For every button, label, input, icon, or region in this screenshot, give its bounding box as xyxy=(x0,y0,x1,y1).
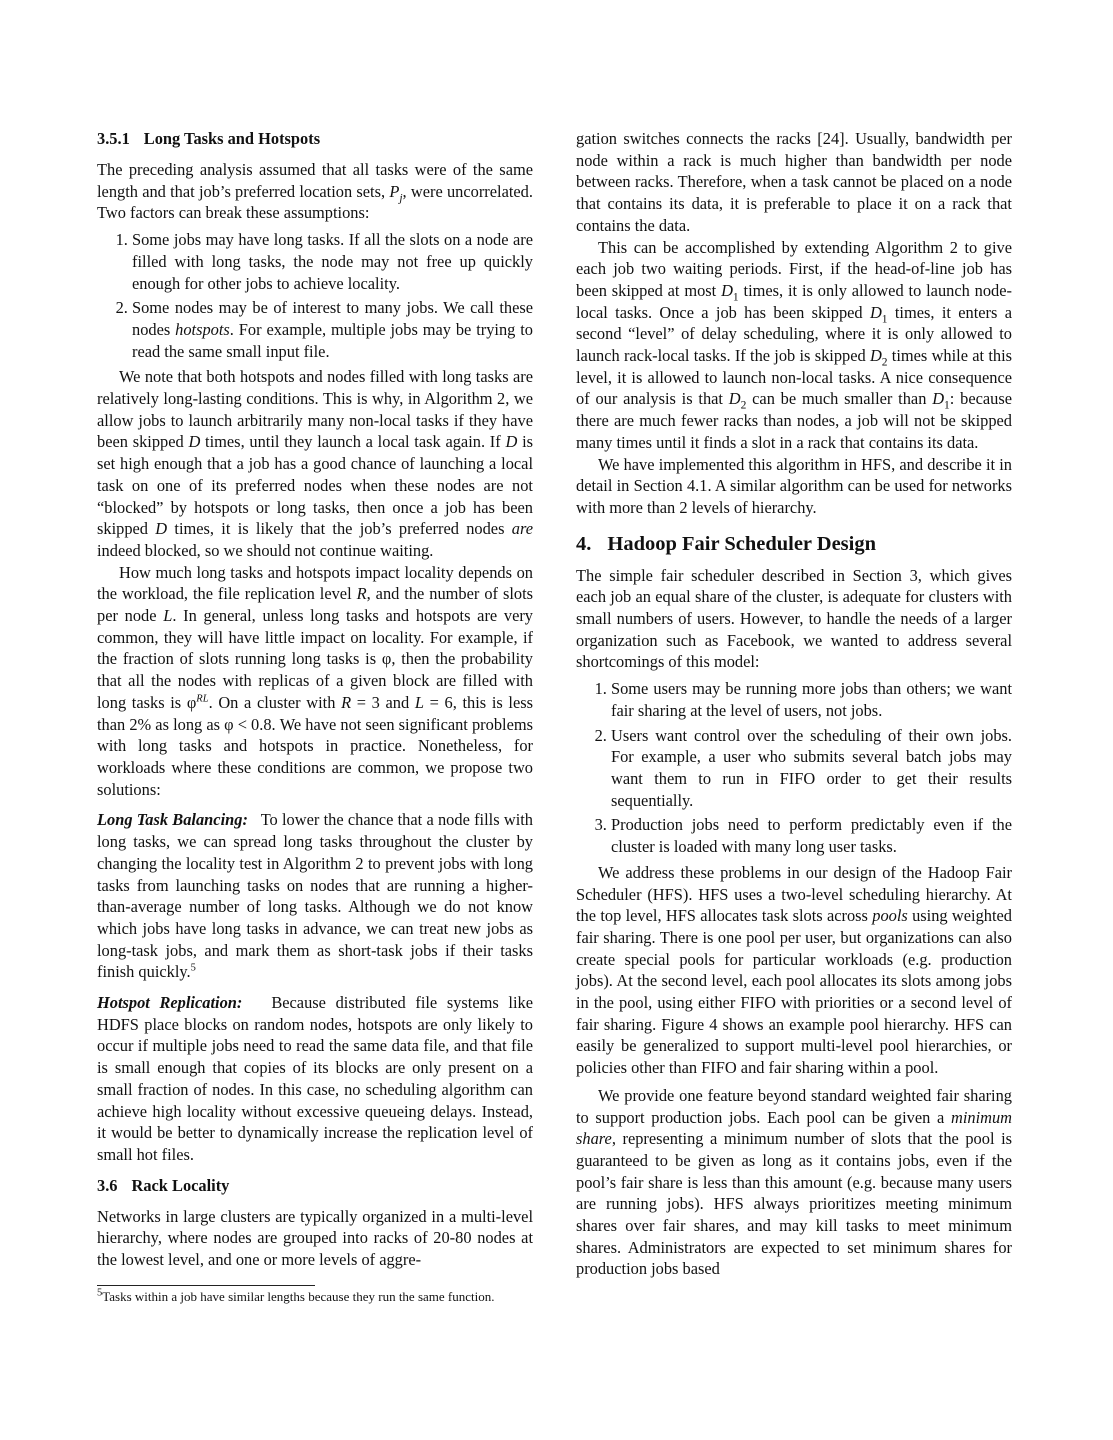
left-column xyxy=(97,128,533,1305)
paragraph: We provide one feature beyond standard weighted fair sharing to support production jobs. Each pool can be given a minimum share, representing a minimum number of slots that the pool is guaranteed to be given as long as it contains jobs, even if the pool’s fair share is less than this amount (e.g. because many users are running jobs). HFS always prioritizes meeting minimum shares over fair shares, and may kill tasks to meet minimum shares. Administrators are expected to set minimum shares for production jobs based xyxy=(576,1085,1012,1279)
paragraph-title: Long Task Balancing: xyxy=(97,810,248,830)
section-title: Rack Locality xyxy=(131,1175,230,1195)
section-title: Long Tasks and Hotspots xyxy=(143,129,321,148)
footnote-marker: 5 xyxy=(190,962,196,974)
paragraph: The simple fair scheduler described in Section 3, which gives each job an equal share of the cluster, is adequate for clusters with small numbers of users. However, to handle the needs of a larger organization such as Facebook, we wanted to address several shortcomings of this model: xyxy=(576,565,1012,672)
list-item: 1. Some jobs may have long tasks. If all the slots on a node are filled with long tasks, the node may not free up quickly enough for other jobs to achieve locality. xyxy=(132,229,533,294)
section-title: Hadoop Fair Scheduler Design xyxy=(607,532,876,555)
numbered-list xyxy=(576,678,1012,858)
footnote: $^5$Tasks within a job have similar lengths because they run the same function. xyxy=(97,1287,495,1304)
paragraph: We address these problems in our design of the Hadoop Fair Scheduler (HFS). HFS uses a two-level scheduling hierarchy. At the top level, HFS allocates task slots across pools using weighted fair sharing. There is one pool per user, but organizations can also create special pools for particular workloads (e.g. production jobs). At the second level, each pool allocates its slots among jobs in the pool, using either FIFO with priorities or a second level of fair sharing. Figure 4 shows an example pool hierarchy. HFS can easily be generalized to support multi-level pool hierarchies, or policies other than FIFO and fair sharing within a pool. xyxy=(576,862,1013,1078)
section-number: 4. xyxy=(576,532,592,555)
footnote-rule xyxy=(97,1285,315,1286)
section-heading-3-6 xyxy=(97,1175,533,1197)
section-heading-3-5-1 xyxy=(97,128,533,150)
paragraph: This can be accomplished by extending Algorithm 2 to give each job two waiting periods. First, if the head-of-line job has been skipped at most $D_1$ times, it is only allowed to launch node-local tasks. Once a job has been skipped $D_1$ times, it enters a second “level” of delay scheduling, where it is only allowed to launch rack-local tasks. If the job is skipped $D_2$ times while at this level, it is allowed to launch non-local tasks. A nice consequence of our analysis is that $D_2$ can be much smaller than $D_1$: because there are much fewer racks than nodes, a job will not be skipped many times until it finds a slot in a rack that contains its data. xyxy=(576,237,1013,452)
right-column xyxy=(576,128,1012,1280)
section-number: 3.6 xyxy=(97,1175,118,1195)
paragraph-title: Hotspot Replication: xyxy=(97,993,243,1013)
section-heading-4 xyxy=(576,531,1012,557)
paragraph: We note that both hotspots and nodes filled with long tasks are relatively long-lasting conditions. This is why, in Algorithm 2, we allow jobs to launch arbitrarily many non-local tasks if they have been skipped D times, until they launch a local task again. If D is set high enough that a job has a good chance of launching a local task on one of its preferred nodes when these nodes are not “blocked” by hotspots or long tasks, then once a job has been skipped D times, it is likely that the job’s preferred nodes are indeed blocked, so we should not continue waiting. xyxy=(97,367,534,560)
paragraph: How much long tasks and hotspots impact locality depends on the workload, the file replication level R, and the number of slots per node L. In general, unless long tasks and hotspots are very common, they will have little impact on locality. For example, if the fraction of slots running long tasks is φ, then the probability that all the nodes with replicas of a given block are filled with long tasks is $\varphi^{RL}$. On a cluster with R = 3 and L = 6, this is less than 2% as long as φ < 0.8. We have not seen significant problems with long tasks and hotspots in practice. Nonetheless, for workloads where these conditions are common, we propose two solutions: xyxy=(97,562,534,799)
list-item: 1. Some users may be running more jobs than others; we want fair sharing at the level of users, not jobs. xyxy=(611,678,1012,721)
paragraph-long-task-balancing: Long Task Balancing: To lower the chance that a node fills with long tasks, we can spread long tasks throughout the cluster by changing the locality test in Algorithm 2 to prevent jobs with long tasks from launching tasks on nodes that are running a higher-than-average number of long tasks. Although we do not know which jobs have long tasks in advance, we can treat new jobs as long-task jobs, and mark them as short-task jobs if their tasks finish quickly.$^5$ xyxy=(97,810,533,982)
list-item: 2. Some nodes may be of interest to many jobs. We call these nodes hotspots. For example, multiple jobs may be trying to read the same small input file. xyxy=(132,297,533,362)
paragraph: The preceding analysis assumed that all tasks were of the same length and that job’s preferred location sets, $P_j$, were uncorrelated. Two factors can break these assumptions: xyxy=(97,160,533,223)
list-item: 3. Production jobs need to perform predictably even if the cluster is loaded with many long user tasks. xyxy=(611,814,1012,857)
section-number: 3.5.1 xyxy=(97,129,130,148)
numbered-list xyxy=(97,229,533,362)
list-item: 2. Users want control over the scheduling of their own jobs. For example, a user who submits several batch jobs may want them to run in FIFO order to get their results sequentially. xyxy=(611,725,1012,812)
paragraph: Networks in large clusters are typically organized in a multi-level hierarchy, where nodes are grouped into racks of 20-80 nodes at the lowest level, and one or more levels of aggre- xyxy=(97,1206,533,1270)
paragraph-hotspot-replication: Hotspot Replication: Because distributed file systems like HDFS place blocks on random nodes, hotspots are only likely to occur if multiple jobs need to read the same data file, and that file is small enough that copies of its blocks are only present on a small fraction of nodes. In this case, no scheduling algorithm can achieve high locality without excessive queueing delays. Instead, it would be better to dynamically increase the replication level of small hot files. xyxy=(97,993,534,1164)
footnote-marker: 5 xyxy=(97,1287,103,1299)
paragraph: gation switches connects the racks [24]. Usually, bandwidth per node within a rack is much higher than bandwidth per node between racks. Therefore, when a task cannot be placed on a node that contains its data, it is preferable to place it on a rack that contains the data. xyxy=(576,129,1012,235)
paragraph: We have implemented this algorithm in HFS, and describe it in detail in Section 4.1. A similar algorithm can be used for networks with more than 2 levels of hierarchy. xyxy=(576,454,1012,517)
